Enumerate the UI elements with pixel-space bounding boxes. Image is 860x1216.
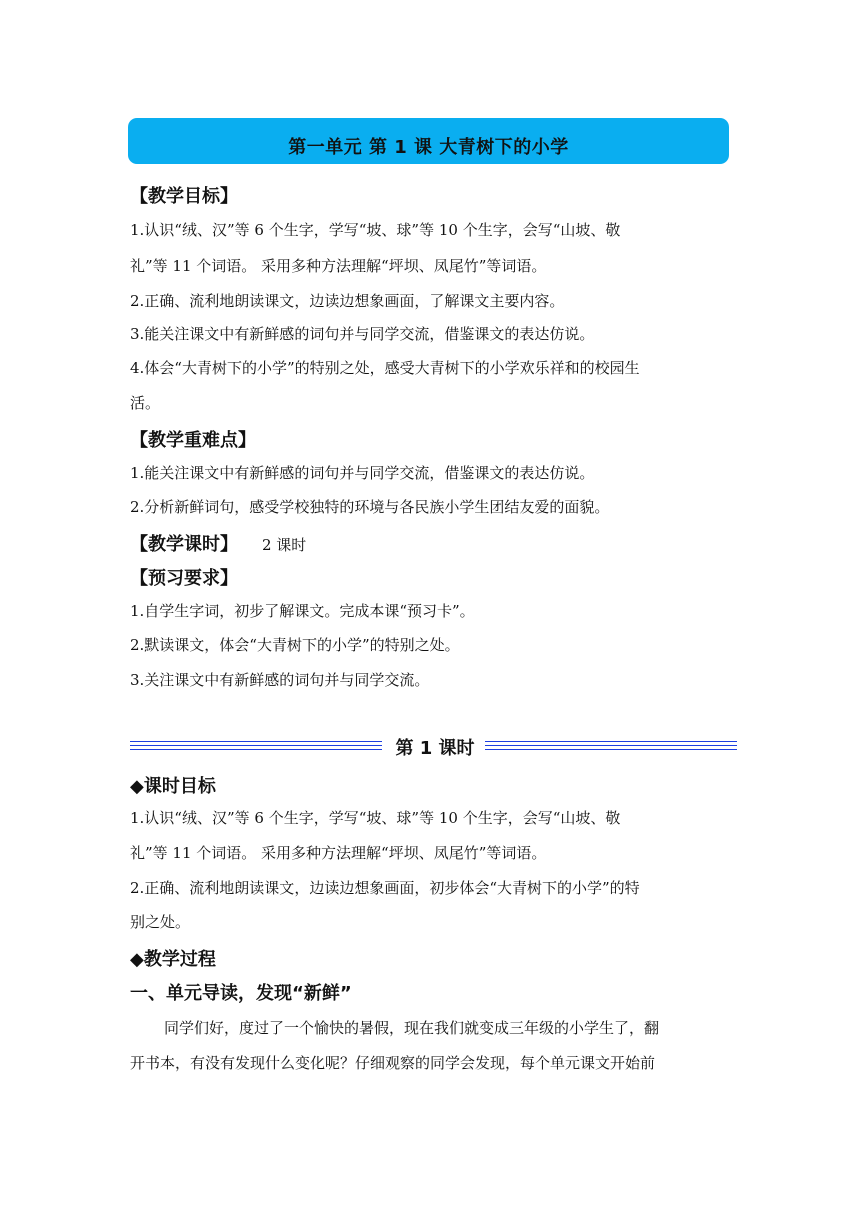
lesson-goals-line: 别之处。 xyxy=(130,913,191,931)
objectives-heading: 【教学目标】 xyxy=(130,186,238,207)
divider-rule xyxy=(130,745,382,746)
objectives-line: 1.认识“绒、汉”等 6 个生字，学写“坡、球”等 10 个生字，会写“山坡、敬 xyxy=(130,221,621,239)
lesson-title: 第一单元 第 1 课 大青树下的小学 xyxy=(288,137,569,158)
objectives-line: 3.能关注课文中有新鲜感的词句并与同学交流，借鉴课文的表达仿说。 xyxy=(130,325,595,343)
preview-line: 3.关注课文中有新鲜感的词句并与同学交流。 xyxy=(130,671,430,689)
lesson-goals-line: 1.认识“绒、汉”等 6 个生字，学写“坡、球”等 10 个生字，会写“山坡、敬 xyxy=(130,809,621,827)
objectives-line: 礼”等 11 个词语。 采用多种方法理解“坪坝、凤尾竹”等词语。 xyxy=(130,257,547,275)
preview-heading: 【预习要求】 xyxy=(130,568,238,589)
paragraph-line: 同学们好，度过了一个愉快的暑假，现在我们就变成三年级的小学生了，翻 xyxy=(164,1019,660,1037)
lesson-goals-line: 2.正确、流利地朗读课文，边读边想象画面，初步体会“大青树下的小学”的特 xyxy=(130,879,640,897)
objectives-line: 2.正确、流利地朗读课文，边读边想象画面，了解课文主要内容。 xyxy=(130,292,565,310)
process-heading: ◆教学过程 xyxy=(130,949,216,970)
lesson-title-banner xyxy=(128,118,729,164)
divider-rule xyxy=(130,741,382,742)
objectives-line: 4.体会“大青树下的小学”的特别之处，感受大青树下的小学欢乐祥和的校园生 xyxy=(130,359,640,377)
lesson-divider xyxy=(130,732,742,760)
lesson-goals-heading: ◆课时目标 xyxy=(130,776,216,797)
preview-line: 2.默读课文，体会“大青树下的小学”的特别之处。 xyxy=(130,636,460,654)
key-points-heading: 【教学重难点】 xyxy=(130,430,256,451)
divider-rule xyxy=(485,749,737,750)
section-heading: 一、单元导读，发现“新鲜” xyxy=(130,983,352,1004)
divider-rule xyxy=(485,745,737,746)
preview-line: 1.自学生字词，初步了解课文。完成本课“预习卡”。 xyxy=(130,602,475,620)
objectives-line: 活。 xyxy=(130,394,161,412)
paragraph-line: 开书本，有没有发现什么变化呢？仔细观察的同学会发现，每个单元课文开始前 xyxy=(130,1054,656,1072)
key-points-line: 2.分析新鲜词句，感受学校独特的环境与各民族小学生团结友爱的面貌。 xyxy=(130,498,610,516)
divider-rule xyxy=(485,741,737,742)
lesson-goals-line: 礼”等 11 个词语。 采用多种方法理解“坪坝、凤尾竹”等词语。 xyxy=(130,844,547,862)
class-hours-value: 2 课时 xyxy=(262,536,307,554)
key-points-line: 1.能关注课文中有新鲜感的词句并与同学交流，借鉴课文的表达仿说。 xyxy=(130,464,595,482)
lesson-divider-label: 第 1 课时 xyxy=(395,738,475,759)
divider-rule xyxy=(130,749,382,750)
class-hours-heading xyxy=(130,530,306,556)
class-hours-label: 【教学课时】 xyxy=(130,534,238,555)
